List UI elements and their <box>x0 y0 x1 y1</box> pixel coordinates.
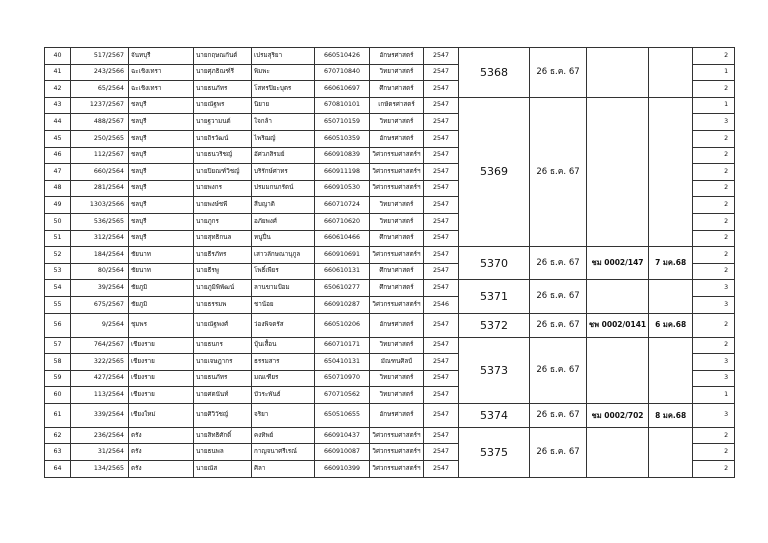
row-number-cell: 64 <box>45 461 71 478</box>
count-cell: 3 <box>693 370 735 387</box>
batch-number-cell: 5371 <box>459 280 530 313</box>
last-name-cell: ปรมมกนกรัตน์ <box>252 180 315 197</box>
count-cell: 2 <box>693 247 735 264</box>
first-name-cell: นายภูกร <box>194 213 252 230</box>
row-number-cell: 45 <box>45 130 71 147</box>
year-cell: 2547 <box>424 354 459 371</box>
province-cell: ชัยนาท <box>129 247 194 264</box>
count-cell: 1 <box>693 97 735 114</box>
student-id-cell: 660510359 <box>315 130 370 147</box>
table-row <box>45 427 735 444</box>
first-name-cell: นายถิรวัฒน์ <box>194 130 252 147</box>
document-number-cell: 112/2567 <box>71 147 129 164</box>
count-cell: 2 <box>693 230 735 247</box>
first-name-cell: นายณัฐพร <box>194 97 252 114</box>
province-cell: เชียงราย <box>129 370 194 387</box>
batch-date-cell: 26 ธ.ค. 67 <box>530 313 587 337</box>
first-name-cell: นายเจษฎากร <box>194 354 252 371</box>
faculty-cell: ศึกษาศาสตร์ <box>370 230 424 247</box>
last-name-cell: ว่องพิจตรัส <box>252 313 315 337</box>
year-cell: 2547 <box>424 444 459 461</box>
count-cell: 3 <box>693 403 735 427</box>
last-name-cell: เปรมสุริยา <box>252 48 315 65</box>
faculty-cell: วิทยาศาสตร์ <box>370 64 424 81</box>
province-cell: ฉะเชิงเทรา <box>129 81 194 98</box>
batch-number-cell: 5370 <box>459 247 530 280</box>
year-cell: 2547 <box>424 387 459 404</box>
province-cell: ชลบุรี <box>129 130 194 147</box>
year-cell: 2547 <box>424 263 459 280</box>
province-cell: ชลบุรี <box>129 147 194 164</box>
province-cell: เชียงราย <box>129 387 194 404</box>
faculty-cell: อักษรศาสตร์ <box>370 48 424 65</box>
province-cell: ชลบุรี <box>129 114 194 131</box>
year-cell: 2547 <box>424 81 459 98</box>
year-cell: 2547 <box>424 180 459 197</box>
last-name-cell: เสาวลักษณานุกูล <box>252 247 315 264</box>
province-cell: เชียงราย <box>129 354 194 371</box>
faculty-cell: วิศวกรรมศาสตร์ฯ <box>370 296 424 313</box>
count-cell: 2 <box>693 164 735 181</box>
reference-number-cell <box>587 97 649 246</box>
student-id-cell: 650610277 <box>315 280 370 297</box>
last-name-cell: กาญจนาศรีเรณ์ <box>252 444 315 461</box>
reference-date-cell <box>649 427 693 477</box>
count-cell: 2 <box>693 263 735 280</box>
row-number-cell: 53 <box>45 263 71 280</box>
student-id-cell: 660910530 <box>315 180 370 197</box>
first-name-cell: นายธนภัทร <box>194 81 252 98</box>
table-row <box>45 313 735 337</box>
student-id-cell: 660610697 <box>315 81 370 98</box>
faculty-cell: วิศวกรรมศาสตร์ฯ <box>370 427 424 444</box>
faculty-cell: ศึกษาศาสตร์ <box>370 280 424 297</box>
row-number-cell: 54 <box>45 280 71 297</box>
document-number-cell: 1237/2567 <box>71 97 129 114</box>
student-id-cell: 650710970 <box>315 370 370 387</box>
faculty-cell: ศึกษาศาสตร์ <box>370 81 424 98</box>
batch-date-cell: 26 ธ.ค. 67 <box>530 337 587 403</box>
last-name-cell: ไพริฌญ์ <box>252 130 315 147</box>
year-cell: 2547 <box>424 164 459 181</box>
table-body <box>45 48 735 478</box>
batch-date-cell: 26 ธ.ค. 67 <box>530 247 587 280</box>
first-name-cell: นายฐวามนต์ <box>194 114 252 131</box>
count-cell: 3 <box>693 354 735 371</box>
reference-number-cell <box>587 280 649 313</box>
last-name-cell: บุ้นเสื้อน <box>252 337 315 354</box>
document-number-cell: 312/2564 <box>71 230 129 247</box>
first-name-cell: นายพงกร <box>194 180 252 197</box>
first-name-cell: นายศิวิวัชญ์ <box>194 403 252 427</box>
faculty-cell: อักษรศาสตร์ <box>370 403 424 427</box>
last-name-cell: บัวระพันธ์ <box>252 387 315 404</box>
last-name-cell: ลานขามป้อม <box>252 280 315 297</box>
batch-number-cell: 5375 <box>459 427 530 477</box>
document-number-cell: 427/2564 <box>71 370 129 387</box>
student-id-cell: 660910839 <box>315 147 370 164</box>
student-id-cell: 660910691 <box>315 247 370 264</box>
reference-date-cell: 7 มค.68 <box>649 247 693 280</box>
province-cell: เชียงราย <box>129 337 194 354</box>
last-name-cell: สืบญาติ <box>252 197 315 214</box>
last-name-cell: คงทิพย์ <box>252 427 315 444</box>
first-name-cell: นายปิยณฑ์วิชญ์ <box>194 164 252 181</box>
first-name-cell: นายธีรภัทร <box>194 247 252 264</box>
province-cell: ชลบุรี <box>129 97 194 114</box>
first-name-cell: นายศุภธิณฑ์รี <box>194 64 252 81</box>
row-number-cell: 52 <box>45 247 71 264</box>
document-number-cell: 250/2565 <box>71 130 129 147</box>
batch-date-cell: 26 ธ.ค. 67 <box>530 97 587 246</box>
row-number-cell: 42 <box>45 81 71 98</box>
count-cell: 2 <box>693 48 735 65</box>
year-cell: 2547 <box>424 213 459 230</box>
student-id-cell: 650710159 <box>315 114 370 131</box>
table-row <box>45 48 735 65</box>
faculty-cell: อักษรศาสตร์ <box>370 130 424 147</box>
reference-date-cell: 6 มค.68 <box>649 313 693 337</box>
student-id-cell: 660910437 <box>315 427 370 444</box>
faculty-cell: วิศวกรรมศาสตร์ฯ <box>370 461 424 478</box>
province-cell: ชลบุรี <box>129 164 194 181</box>
faculty-cell: วิทยาศาสตร์ <box>370 337 424 354</box>
year-cell: 2547 <box>424 114 459 131</box>
faculty-cell: วิทยาศาสตร์ <box>370 197 424 214</box>
faculty-cell: วิศวกรรมศาสตร์ฯ <box>370 444 424 461</box>
year-cell: 2547 <box>424 247 459 264</box>
document-number-cell: 322/2565 <box>71 354 129 371</box>
row-number-cell: 49 <box>45 197 71 214</box>
document-number-cell: 517/2567 <box>71 48 129 65</box>
faculty-cell: อักษรศาสตร์ <box>370 313 424 337</box>
province-cell: ชัยนาท <box>129 263 194 280</box>
student-id-cell: 660910287 <box>315 296 370 313</box>
batch-number-cell: 5369 <box>459 97 530 246</box>
row-number-cell: 55 <box>45 296 71 313</box>
student-id-cell: 650510655 <box>315 403 370 427</box>
faculty-cell: วิศวกรรมศาสตร์ฯ <box>370 180 424 197</box>
first-name-cell: นายกฤษณกันต์ <box>194 48 252 65</box>
reference-number-cell <box>587 337 649 403</box>
row-number-cell: 59 <box>45 370 71 387</box>
row-number-cell: 62 <box>45 427 71 444</box>
document-number-cell: 80/2564 <box>71 263 129 280</box>
year-cell: 2547 <box>424 97 459 114</box>
document-number-cell: 39/2564 <box>71 280 129 297</box>
first-name-cell: นายธรรมพ <box>194 296 252 313</box>
last-name-cell: พิมพะ <box>252 64 315 81</box>
row-number-cell: 51 <box>45 230 71 247</box>
batch-number-cell: 5372 <box>459 313 530 337</box>
year-cell: 2547 <box>424 230 459 247</box>
count-cell: 3 <box>693 296 735 313</box>
count-cell: 2 <box>693 313 735 337</box>
batch-number-cell: 5374 <box>459 403 530 427</box>
row-number-cell: 40 <box>45 48 71 65</box>
province-cell: ชุมพร <box>129 313 194 337</box>
first-name-cell: นายสิทธิศักดิ์ <box>194 427 252 444</box>
document-number-cell: 31/2564 <box>71 444 129 461</box>
table-row <box>45 247 735 264</box>
first-name-cell: นายธนกร <box>194 337 252 354</box>
last-name-cell: ชาน้อย <box>252 296 315 313</box>
first-name-cell: นายธีรพู <box>194 263 252 280</box>
student-id-cell: 660911198 <box>315 164 370 181</box>
reference-number-cell: ชม 0002/702 <box>587 403 649 427</box>
reference-number-cell: ชม 0002/147 <box>587 247 649 280</box>
document-number-cell: 339/2564 <box>71 403 129 427</box>
batch-date-cell: 26 ธ.ค. 67 <box>530 427 587 477</box>
first-name-cell: นายพงษ์ชพี <box>194 197 252 214</box>
year-cell: 2547 <box>424 337 459 354</box>
count-cell: 2 <box>693 147 735 164</box>
document-number-cell: 1303/2566 <box>71 197 129 214</box>
student-id-cell: 660710620 <box>315 213 370 230</box>
last-name-cell: ศิลา <box>252 461 315 478</box>
batch-date-cell: 26 ธ.ค. 67 <box>530 403 587 427</box>
count-cell: 2 <box>693 444 735 461</box>
document-number-cell: 675/2567 <box>71 296 129 313</box>
faculty-cell: วิทยาศาสตร์ <box>370 387 424 404</box>
last-name-cell: อภัยพงศ์ <box>252 213 315 230</box>
batch-number-cell: 5368 <box>459 48 530 98</box>
year-cell: 2547 <box>424 370 459 387</box>
count-cell: 2 <box>693 180 735 197</box>
year-cell: 2547 <box>424 427 459 444</box>
row-number-cell: 50 <box>45 213 71 230</box>
document-number-cell: 660/2564 <box>71 164 129 181</box>
row-number-cell: 61 <box>45 403 71 427</box>
province-cell: ชลบุรี <box>129 197 194 214</box>
province-cell: ตรัง <box>129 461 194 478</box>
reference-date-cell: 8 มค.68 <box>649 403 693 427</box>
last-name-cell: ใจกล้า <box>252 114 315 131</box>
table-row <box>45 337 735 354</box>
row-number-cell: 46 <box>45 147 71 164</box>
first-name-cell: นายณัส <box>194 461 252 478</box>
year-cell: 2547 <box>424 197 459 214</box>
faculty-cell: วิทยาศาสตร์ <box>370 213 424 230</box>
faculty-cell: มัณฑนศิลป์ <box>370 354 424 371</box>
document-number-cell: 488/2567 <box>71 114 129 131</box>
student-id-cell: 660910399 <box>315 461 370 478</box>
reference-number-cell <box>587 427 649 477</box>
last-name-cell: มณเฑียร <box>252 370 315 387</box>
year-cell: 2547 <box>424 313 459 337</box>
year-cell: 2547 <box>424 280 459 297</box>
count-cell: 2 <box>693 427 735 444</box>
last-name-cell: หนูปื่น <box>252 230 315 247</box>
document-number-cell: 236/2564 <box>71 427 129 444</box>
faculty-cell: วิศวกรรมศาสตร์ฯ <box>370 247 424 264</box>
province-cell: จันทบุรี <box>129 48 194 65</box>
batch-date-cell: 26 ธ.ค. 67 <box>530 280 587 313</box>
first-name-cell: นายภูมิพิพัฒน์ <box>194 280 252 297</box>
student-id-cell: 670710562 <box>315 387 370 404</box>
count-cell: 2 <box>693 81 735 98</box>
row-number-cell: 58 <box>45 354 71 371</box>
year-cell: 2547 <box>424 64 459 81</box>
first-name-cell: นายธนวริชญ์ <box>194 147 252 164</box>
document-number-cell: 65/2564 <box>71 81 129 98</box>
student-id-cell: 660710724 <box>315 197 370 214</box>
student-id-cell: 660610466 <box>315 230 370 247</box>
row-number-cell: 43 <box>45 97 71 114</box>
student-id-cell: 670810101 <box>315 97 370 114</box>
row-number-cell: 56 <box>45 313 71 337</box>
student-id-cell: 660610131 <box>315 263 370 280</box>
province-cell: ชัยภูมิ <box>129 296 194 313</box>
first-name-cell: นายธนพล <box>194 444 252 461</box>
count-cell: 2 <box>693 197 735 214</box>
reference-date-cell <box>649 280 693 313</box>
last-name-cell: อัศวภสิรมย์ <box>252 147 315 164</box>
province-cell: ชลบุรี <box>129 213 194 230</box>
count-cell: 2 <box>693 337 735 354</box>
document-number-cell: 134/2565 <box>71 461 129 478</box>
student-id-cell: 660510206 <box>315 313 370 337</box>
count-cell: 3 <box>693 114 735 131</box>
year-cell: 2547 <box>424 403 459 427</box>
student-id-cell: 660510426 <box>315 48 370 65</box>
last-name-cell: โสทรปิยะบุตร <box>252 81 315 98</box>
province-cell: เชียงใหม่ <box>129 403 194 427</box>
count-cell: 1 <box>693 387 735 404</box>
last-name-cell: จริยา <box>252 403 315 427</box>
faculty-cell: วิศวกรรมศาสตร์ฯ <box>370 164 424 181</box>
province-cell: ชัยภูมิ <box>129 280 194 297</box>
province-cell: ชลบุรี <box>129 180 194 197</box>
first-name-cell: นายศตนันท์ <box>194 387 252 404</box>
table-row <box>45 403 735 427</box>
row-number-cell: 41 <box>45 64 71 81</box>
student-id-cell: 670710840 <box>315 64 370 81</box>
document-number-cell: 113/2564 <box>71 387 129 404</box>
last-name-cell: นิยาย <box>252 97 315 114</box>
document-number-cell: 184/2564 <box>71 247 129 264</box>
year-cell: 2547 <box>424 147 459 164</box>
student-id-cell: 650410131 <box>315 354 370 371</box>
document-number-cell: 281/2564 <box>71 180 129 197</box>
table-row <box>45 280 735 297</box>
count-cell: 1 <box>693 64 735 81</box>
student-id-cell: 660910087 <box>315 444 370 461</box>
province-cell: ตรัง <box>129 427 194 444</box>
row-number-cell: 48 <box>45 180 71 197</box>
year-cell: 2547 <box>424 130 459 147</box>
year-cell: 2546 <box>424 296 459 313</box>
table-row <box>45 97 735 114</box>
document-number-cell: 9/2564 <box>71 313 129 337</box>
row-number-cell: 60 <box>45 387 71 404</box>
province-cell: ฉะเชิงเทรา <box>129 64 194 81</box>
count-cell: 3 <box>693 280 735 297</box>
faculty-cell: วิศวกรรมศาสตร์ฯ <box>370 147 424 164</box>
document-number-cell: 536/2565 <box>71 213 129 230</box>
reference-number-cell <box>587 48 649 98</box>
last-name-cell: โพธิ์เพียร <box>252 263 315 280</box>
batch-date-cell: 26 ธ.ค. 67 <box>530 48 587 98</box>
year-cell: 2547 <box>424 461 459 478</box>
first-name-cell: นายสุทธิกนล <box>194 230 252 247</box>
document-number-cell: 764/2567 <box>71 337 129 354</box>
row-number-cell: 47 <box>45 164 71 181</box>
row-number-cell: 44 <box>45 114 71 131</box>
count-cell: 2 <box>693 213 735 230</box>
year-cell: 2547 <box>424 48 459 65</box>
row-number-cell: 63 <box>45 444 71 461</box>
document-number-cell: 243/2566 <box>71 64 129 81</box>
row-number-cell: 57 <box>45 337 71 354</box>
faculty-cell: วิทยาศาสตร์ <box>370 114 424 131</box>
faculty-cell: เกษัตรศาสตร์ <box>370 97 424 114</box>
last-name-cell: ธรรมสาร <box>252 354 315 371</box>
faculty-cell: ศึกษาศาสตร์ <box>370 263 424 280</box>
province-cell: ชลบุรี <box>129 230 194 247</box>
reference-date-cell <box>649 97 693 246</box>
first-name-cell: นายณัฐพงศ์ <box>194 313 252 337</box>
province-cell: ตรัง <box>129 444 194 461</box>
student-id-cell: 660710171 <box>315 337 370 354</box>
reference-number-cell: ชพ 0002/0141 <box>587 313 649 337</box>
batch-number-cell: 5373 <box>459 337 530 403</box>
faculty-cell: วิทยาศาสตร์ <box>370 370 424 387</box>
student-table <box>44 47 735 478</box>
count-cell: 2 <box>693 130 735 147</box>
count-cell: 2 <box>693 461 735 478</box>
first-name-cell: นายธนภัทร <box>194 370 252 387</box>
reference-date-cell <box>649 48 693 98</box>
reference-date-cell <box>649 337 693 403</box>
last-name-cell: บริรักษ์ศาทร <box>252 164 315 181</box>
